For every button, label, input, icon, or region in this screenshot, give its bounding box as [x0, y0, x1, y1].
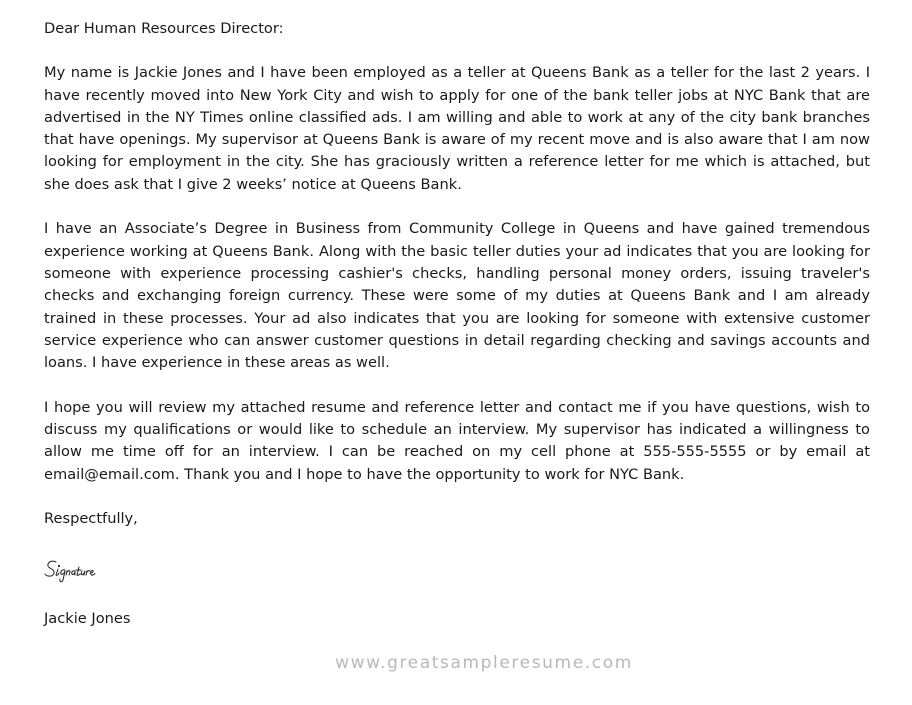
closing-line: Respectfully, [44, 510, 138, 528]
letter-body [44, 18, 870, 531]
paragraph-experience: I have an Associate’s Degree in Business from Community College in Queens and have gained tremendous experience working at Queens Bank. Along with the basic teller duties your ad indicates that you are looking for someone with experience processing cashier's checks, handling personal money orders, issuing traveler's checks and exchanging foreign currency. These were some of my duties at Queens Bank and I am already trained in these processes. Your ad also indicates that you are looking for someone with extensive customer service experience who can answer customer questions in detail regarding checking and savings accounts and loans. I have experience in these areas as well. [44, 220, 870, 372]
watermark: www.greatsampleresume.com [335, 653, 633, 673]
paragraph-closing: I hope you will review my attached resume and reference letter and contact me if you have questions, wish to discuss my qualifications or would like to schedule an interview. My supervisor has indicated a willingness to allow me time off for an interview. I can be reached on my cell phone at 555-555-5555 or by email at email@email.com. Thank you and I hope to have the opportunity to work for NYC Bank. [44, 398, 870, 483]
paragraph-intro: My name is Jackie Jones and I have been employed as a teller at Queens Bank as a teller for the last 2 years. I have recently moved into New York City and wish to apply for one of the bank teller jobs at NYC Bank that are advertised in the NY Times online classified ads. I am willing and able to work at any of the city bank branches that have openings. My supervisor at Queens Bank is aware of my recent move and is also aware that I am now looking for employment in the city. She has graciously written a reference letter for me which is attached, but she does ask that I give 2 weeks’ notice at Queens Bank. [44, 64, 870, 193]
salutation: Dear Human Resources Director: [44, 20, 284, 37]
signer-name: Jackie Jones [44, 610, 131, 627]
signature-image [44, 558, 134, 584]
